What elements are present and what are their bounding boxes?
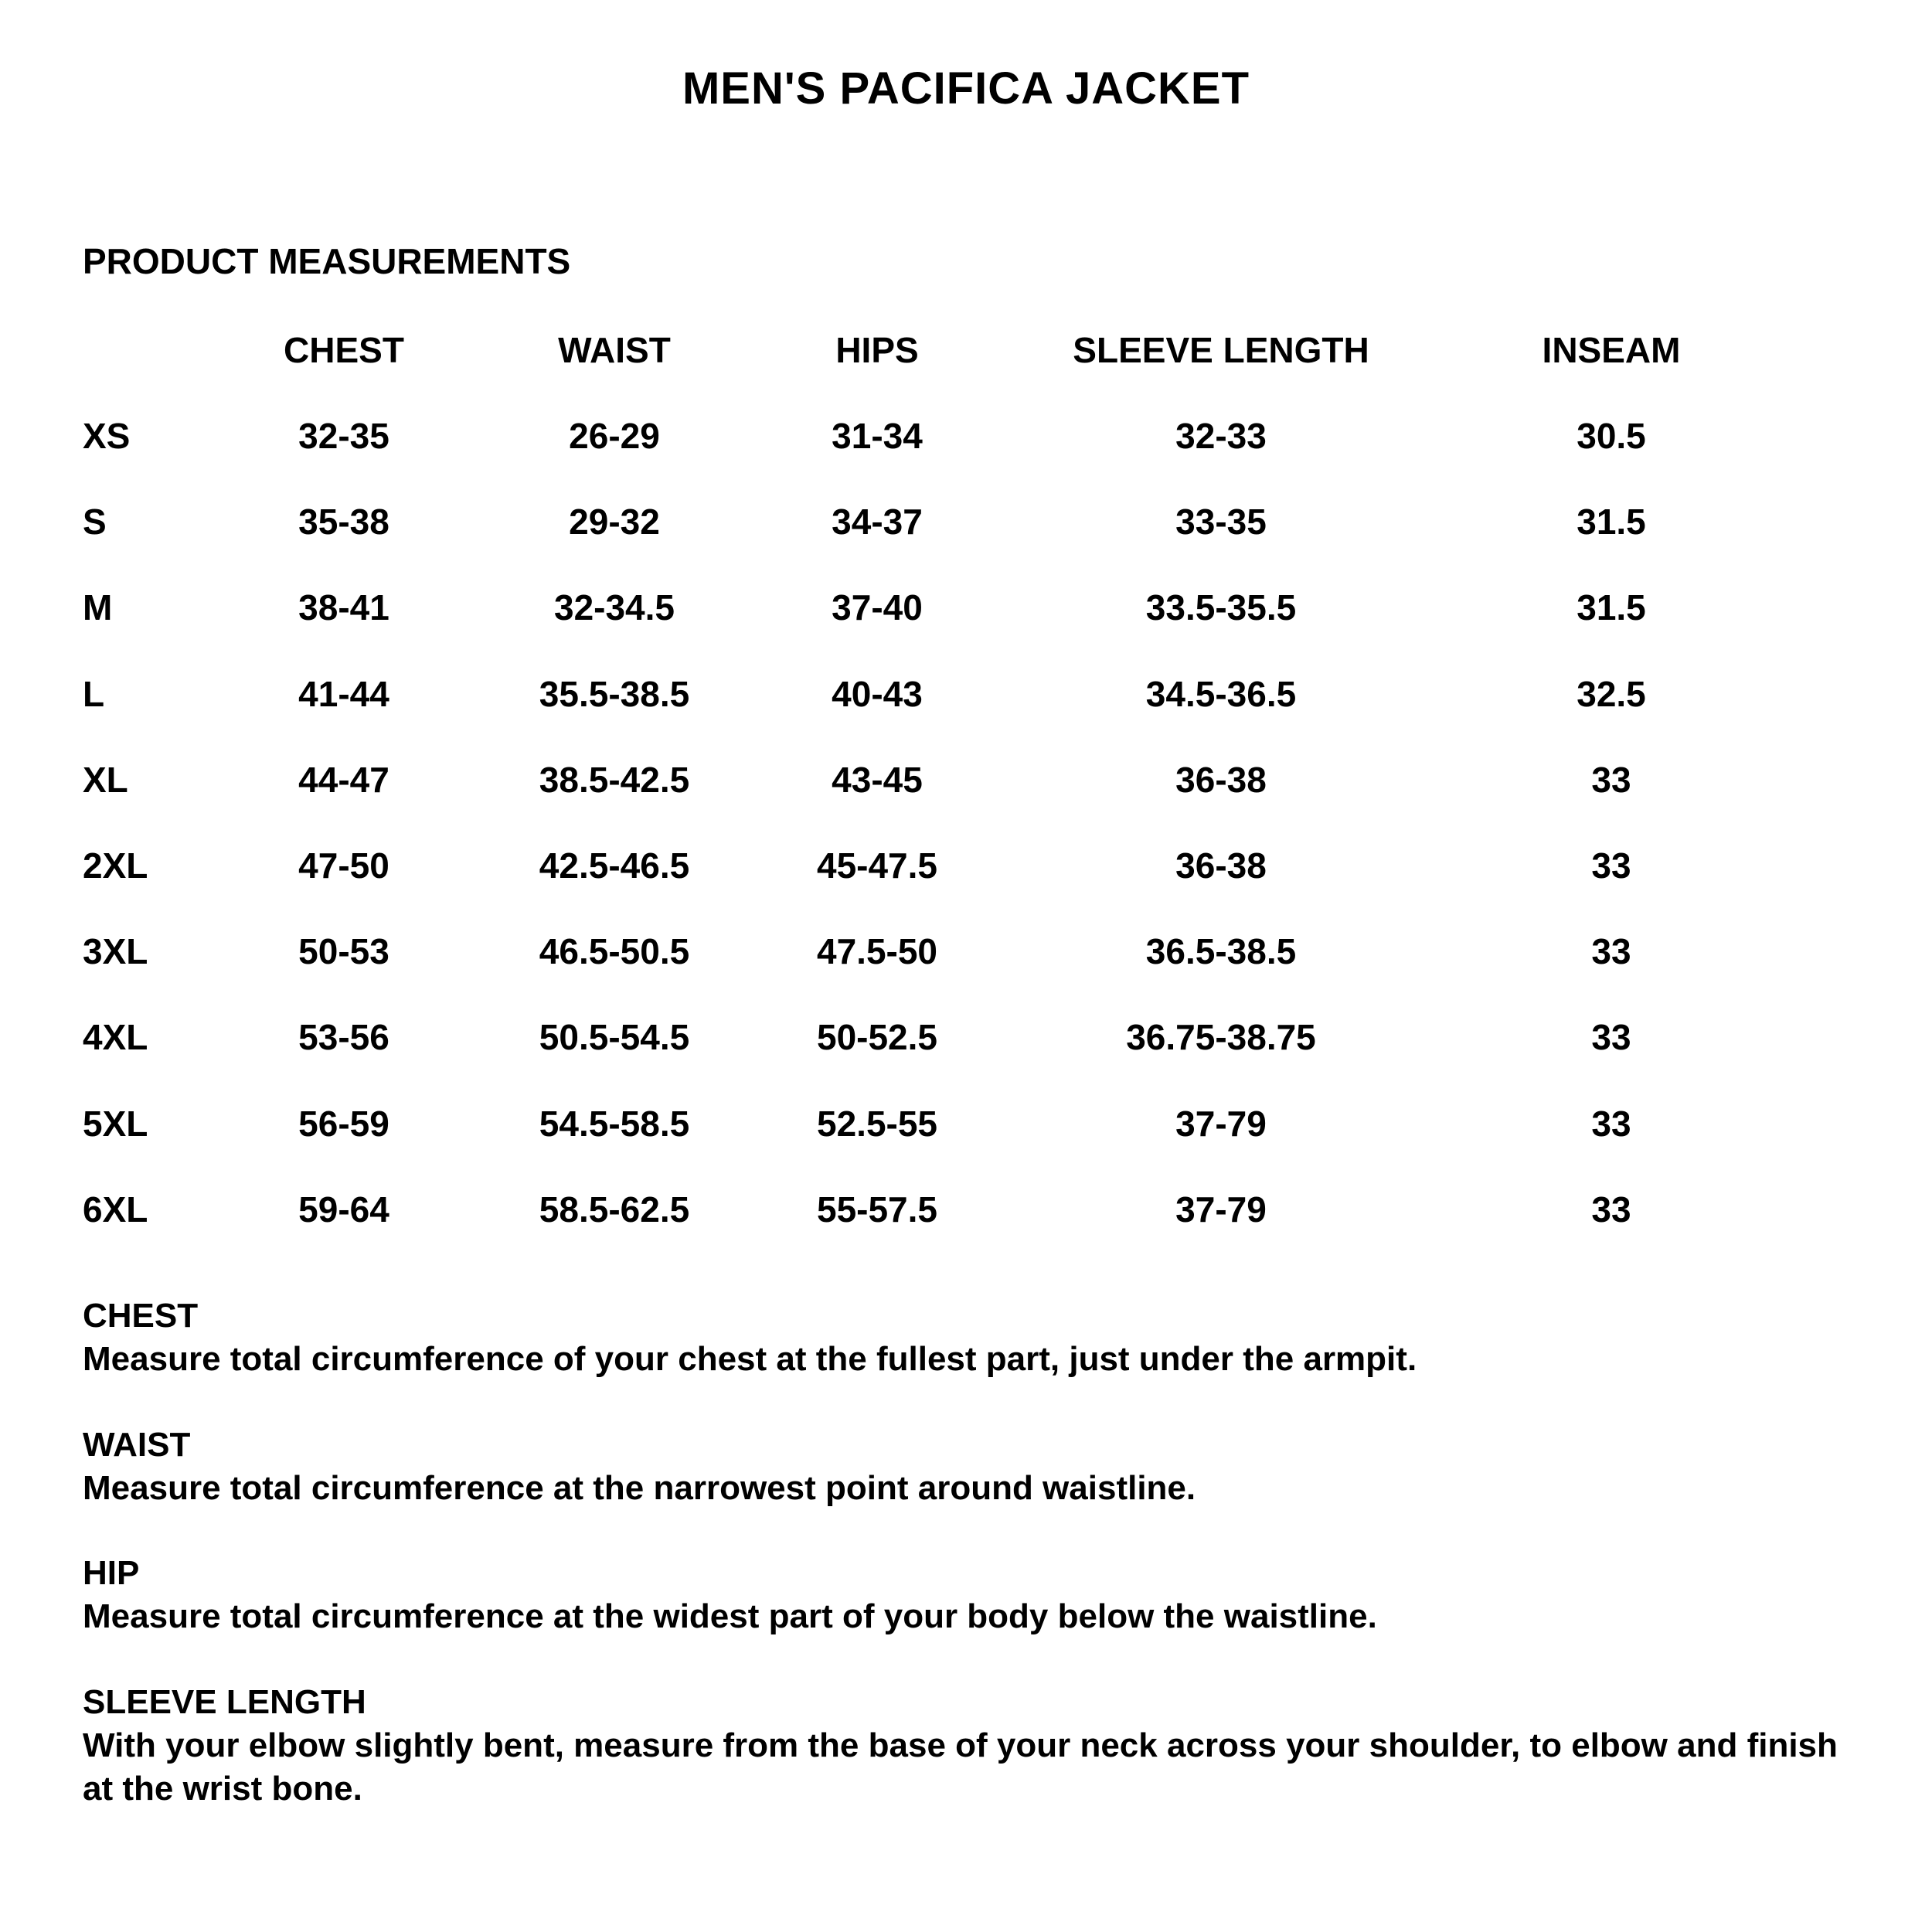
table-cell: 31.5 (1577, 502, 1646, 543)
size-label: XS (83, 416, 131, 456)
table-cell: 43-45 (832, 759, 923, 800)
table-cell: 33.5-35.5 (1145, 587, 1297, 628)
description-block (83, 1552, 1860, 1638)
column-header: INSEAM (1542, 330, 1681, 370)
section-heading: PRODUCT MEASUREMENTS (83, 241, 571, 281)
page-title: MEN'S PACIFICA JACKET (682, 63, 1250, 114)
size-label: S (83, 502, 107, 543)
description-block (83, 1294, 1860, 1381)
table-cell: 36-38 (1175, 845, 1267, 886)
column-header: WAIST (558, 330, 671, 370)
table-cell: 33 (1591, 759, 1631, 800)
table-cell: 26-29 (569, 416, 660, 456)
table-cell: 40-43 (832, 673, 923, 714)
description-block (83, 1681, 1860, 1811)
table-cell: 45-47.5 (816, 845, 938, 886)
table-cell: 31-34 (832, 416, 923, 456)
table-cell: 41-44 (298, 673, 389, 714)
table-cell: 36.5-38.5 (1145, 931, 1297, 972)
table-cell: 32-35 (298, 416, 389, 456)
table-cell: 33 (1591, 845, 1631, 886)
description-text: Measure total circumference at the widest part of your body below the waistline. (83, 1597, 1377, 1635)
table-cell: 50-53 (298, 931, 389, 972)
table-cell: 58.5-62.5 (539, 1189, 690, 1230)
table-cell: 34-37 (832, 502, 923, 543)
table-cell: 35-38 (298, 502, 389, 543)
table-cell: 29-32 (569, 502, 660, 543)
size-label: 5XL (83, 1103, 148, 1144)
table-cell: 42.5-46.5 (539, 845, 690, 886)
table-cell: 36.75-38.75 (1126, 1017, 1316, 1058)
description-text: Measure total circumference of your chest at the fullest part, just under the armpit. (83, 1340, 1417, 1378)
table-cell: 31.5 (1577, 587, 1646, 628)
table-cell: 37-79 (1175, 1189, 1267, 1230)
table-cell: 50-52.5 (816, 1017, 938, 1058)
table-cell: 56-59 (298, 1103, 389, 1144)
table-cell: 59-64 (298, 1189, 389, 1230)
table-cell: 46.5-50.5 (539, 931, 690, 972)
size-label: XL (83, 759, 128, 800)
table-cell: 38-41 (298, 587, 389, 628)
table-cell: 44-47 (298, 759, 389, 800)
table-cell: 47-50 (298, 845, 389, 886)
table-cell: 50.5-54.5 (539, 1017, 690, 1058)
table-cell: 33 (1591, 931, 1631, 972)
description-text: Measure total circumference at the narrowest point around waistline. (83, 1469, 1196, 1507)
description-text: With your elbow slightly bent, measure from the base of your neck across your shoulder, to elbow and finish at the wrist bone. (83, 1726, 1838, 1808)
size-label: 3XL (83, 931, 148, 972)
description-block (83, 1423, 1860, 1510)
table-cell: 38.5-42.5 (539, 759, 690, 800)
table-cell: 30.5 (1577, 416, 1646, 456)
size-label: 4XL (83, 1017, 148, 1058)
column-header: SLEEVE LENGTH (1073, 330, 1369, 370)
description-heading: CHEST (83, 1297, 199, 1335)
table-cell: 54.5-58.5 (539, 1103, 690, 1144)
size-label: 2XL (83, 845, 148, 886)
table-cell: 47.5-50 (816, 931, 938, 972)
table-cell: 34.5-36.5 (1145, 673, 1297, 714)
column-header: CHEST (284, 330, 404, 370)
size-label: 6XL (83, 1189, 148, 1230)
table-cell: 55-57.5 (816, 1189, 938, 1230)
table-cell: 36-38 (1175, 759, 1267, 800)
table-cell: 53-56 (298, 1017, 389, 1058)
size-label: M (83, 587, 113, 628)
table-cell: 33 (1591, 1103, 1631, 1144)
description-heading: HIP (83, 1554, 140, 1592)
table-cell: 35.5-38.5 (539, 673, 690, 714)
table-cell: 33 (1591, 1189, 1631, 1230)
table-cell: 37-40 (832, 587, 923, 628)
table-cell: 33 (1591, 1017, 1631, 1058)
table-cell: 37-79 (1175, 1103, 1267, 1144)
table-cell: 52.5-55 (816, 1103, 938, 1144)
size-label: L (83, 673, 105, 714)
table-cell: 32.5 (1577, 673, 1646, 714)
column-header: HIPS (835, 330, 919, 370)
table-cell: 32-33 (1175, 416, 1267, 456)
description-heading: SLEEVE LENGTH (83, 1683, 366, 1721)
description-heading: WAIST (83, 1426, 191, 1464)
table-cell: 32-34.5 (553, 587, 675, 628)
table-cell: 33-35 (1175, 502, 1267, 543)
